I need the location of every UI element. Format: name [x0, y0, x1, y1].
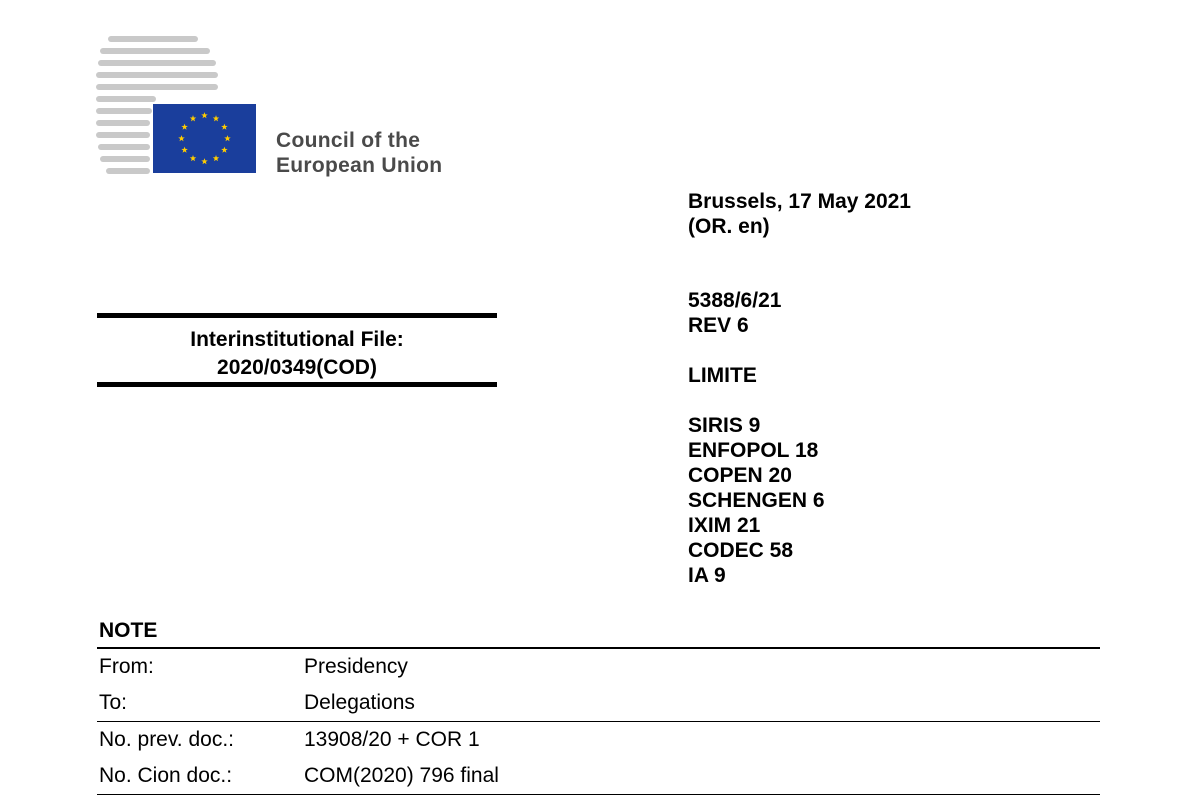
note-row-value: Delegations — [304, 691, 415, 714]
subject-code: IA 9 — [688, 564, 726, 587]
logo-stripe — [100, 48, 210, 54]
date-block — [688, 189, 911, 239]
note-row — [97, 722, 1100, 758]
note-row-label: To: — [99, 691, 128, 714]
note-row-value: 13908/20 + COR 1 — [304, 728, 480, 751]
logo-stripe — [96, 108, 152, 114]
subject-code: ENFOPOL 18 — [688, 439, 819, 462]
logo-stripe — [96, 132, 150, 138]
document-number: 5388/6/21 — [688, 289, 782, 312]
org-name-line2: European Union — [276, 154, 443, 177]
org-name-line1: Council of the — [276, 129, 421, 152]
note-row — [97, 649, 1100, 685]
logo-stripe — [108, 36, 198, 42]
reference-block — [688, 288, 781, 338]
logo-stripe — [96, 120, 150, 126]
logo-stripe — [96, 72, 218, 78]
council-logo — [96, 34, 266, 174]
logo-stripe — [106, 168, 150, 174]
note-row — [97, 758, 1100, 794]
note-title: NOTE — [99, 619, 158, 642]
logo-stripe — [98, 144, 150, 150]
note-row-label: From: — [99, 655, 154, 678]
subject-codes — [688, 413, 825, 588]
subject-code: CODEC 58 — [688, 539, 794, 562]
logo-stripe — [100, 156, 150, 162]
note-row-label: No. prev. doc.: — [99, 728, 235, 751]
note-row-label: No. Cion doc.: — [99, 764, 233, 787]
note-row-value: Presidency — [304, 655, 408, 678]
note-table — [97, 647, 1100, 795]
classification-label: LIMITE — [688, 364, 757, 387]
note-row-value: COM(2020) 796 final — [304, 764, 499, 787]
revision-number: REV 6 — [688, 314, 749, 337]
logo-stripe — [98, 60, 216, 66]
file-number: 2020/0349(COD) — [217, 356, 377, 379]
original-language: (OR. en) — [688, 215, 770, 238]
note-row — [97, 685, 1100, 721]
logo-stripe — [96, 96, 156, 102]
subject-code: SIRIS 9 — [688, 414, 761, 437]
subject-code: SCHENGEN 6 — [688, 489, 825, 512]
subject-code: COPEN 20 — [688, 464, 792, 487]
interinstitutional-file-box — [97, 313, 497, 387]
subject-code: IXIM 21 — [688, 514, 761, 537]
logo-stripe — [96, 84, 218, 90]
classification-block — [688, 363, 757, 388]
file-label: Interinstitutional File: — [190, 328, 404, 351]
document-date: Brussels, 17 May 2021 — [688, 190, 911, 213]
council-emblem-icon — [96, 34, 266, 174]
organization-name — [276, 128, 442, 178]
divider — [97, 794, 1100, 795]
